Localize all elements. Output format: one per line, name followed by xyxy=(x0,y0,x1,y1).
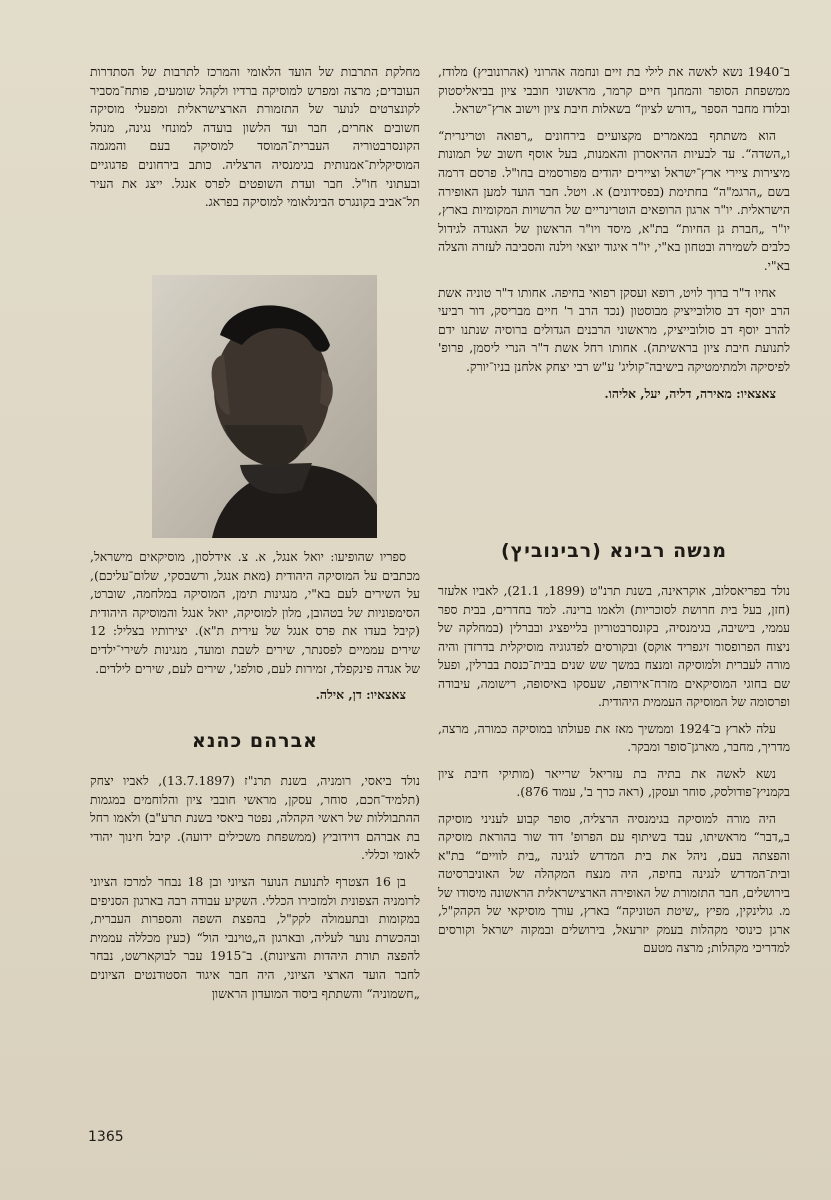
rabina-entry-body xyxy=(438,582,790,966)
paragraph: ספריו שהופיעו: יואל אנגל, א. צ. אידלסון, מוסיקאים מישראל, מכתבים על המוסיקה היהודית (מאת אנגל, ורשבסקי, שלום־עליכם), על השירים לעם בא"י, מנגינות תימן, המוסיקה במלחמה, שוברט, הסימפוניות של בטהובן, מלון למוסיקה, יואל אנגל והמוסיקה היהודית (קיבל בעדו את פרס אנגל של עירית ת"א). יצירותיו בצליל: 12 שירים עממיים לפסנתר, שירים לשבת ומועד, מנגינות לשירי־ילדים של אגדה פינקפלד, זמירות לעם, סולפג', שירים לעם, שירים לילדים. xyxy=(90,549,420,676)
descendants-line: צאצאיו: דן, אילה. xyxy=(315,687,406,703)
right-column-levit-continuation xyxy=(438,63,790,411)
paragraph: מחלקת התרבות של הועד הלאומי והמרכז לתרבות של הסתדרות העובדים; מרצה ומפרש למוסיקה ברדיו ולקהל שומעים, פותח־מסביר לקונצרטים לנוער של התזמורת הארצישראלית ומפעלי מוסיקה חשובים אחרים, חבר ועד הלשון בועדה למונחי נגינה, מנהל הקונסרבטוריה העברית־המוסד למוסיקה בעם והמגמה המוסיקלית־אמנותית בגימנסיה הרצליה. כותב בירחונים פדגוגיים ובעתוני חו"ל. חבר ועדת השופטים לפרס אנגל. ייצג את העיר תל־אביב בקונגרס הבינלאומי למוסיקה בפראג. xyxy=(90,64,420,210)
entry-heading-kahana: אברהם כהנא xyxy=(191,730,318,752)
kahana-entry-body xyxy=(90,772,420,1011)
paragraph: נולד בפריאסלוב, אוקראינה, בשנת תרנ"ט (1899, 21.1), לאביו אלעזר (חזן, בעל בית חרושת לסוכריות) ולאמו ברינה. למד בחדרים, בבית ספר עממי, בישיבה, בגימנסיה, בקונסרבטוריון בלייפציג ובברלין (במחלקה של ניצוח הפרופסור זיגפריד אוקס) ובקורסים לפדגוגיה מוסיקלית בדרזדן והיה מורה לעברית ולמוסיקה ומנצח במשך שש שנים בבית־כנסת בברלין, ופעל שם בחוגי המוסיקאים מזרח־אירופה, שעסקו באיסופה, רישומה, עיבודה ופרסומה של המוסיקה העממית היהודית. xyxy=(438,584,790,709)
paragraph: ב־1940 נשא לאשה את לילי בת זיים ונחמה אהרוני (אהרונוביץ) מלודז, ממשפחת הסופר והמחנך חיים קרמר, מראשוני חובבי ציון בביאליסטוק ובלודז מחבר הספר „דורש לציון“ בשאלות חיבת ציון וישוב ארץ־ישראל. xyxy=(438,64,790,117)
paragraph: הוא משתתף במאמרים מקצועיים בירחונים „רפואה וטרינרית“ ו„השדה“. עד לבעיות ההיאסרון והאמנות, בעל אוסף חשוב של תמונות מיצירות ציירי ארץ־ישראל וציירים יהודים מפורסמים בחו"ל. פרסם דרמה בשם „הרגמ"ה“ בחתימת (בפסידונים) א. ויטל. חבר הועד למען האופירה הישראלית. יו"ר ארגון הרופאים הוטרינריים של הרשויות המקומיות בארץ, יו"ר „חברת גן החיות“ בת"א, מיסד ויו"ר הראשון של האגודה לגידול כלבים לשמירה ובטחון בא"י, יו"ר איגוד יוצאי וילנה והסביבה לעזרה והצלה בא"י. xyxy=(438,127,790,273)
paragraph: היה מורה למוסיקה בגימנסיה הרצליה, סופר קבוע לעניני מוסיקה ב„דבר“ מראשיתו, עבד בשיתוף עם הפרופ' דוד שור בהוראת מוסיקה והפצתה בעם, ניהל את בית המדרש לנגינה „בית לוויים“ בת"א ובית־המדרש לנגינה בחיפה, היה מנצח המקהלה של האוניברסיטה בירושלים, חבר התזמורת של האופירה הארצישראלית הראשונה מיסודו של מ. גולינקין, מפיץ „שיטת הטוניקה“ בארץ, עורך מוסיקאי של הקהק"ל, ארגן כינוסי מקהלות בעמק יזרעאל, בירושלים ובמקוה ישראל וקורסים למדריכי מקהלות; מרצה מטעם xyxy=(438,811,790,955)
left-column-rabina-continuation xyxy=(90,63,420,220)
entry-heading-rabina: מנשה רבינא (רבינוביץ) xyxy=(501,540,727,562)
paragraph: עלה לארץ ב־1924 וממשיך מאז את פעולתו במוסיקה כמורה, מרצה, מדריך, מחבר, מארגן־סופר ומבקר. xyxy=(438,721,790,754)
paragraph: נולד ביאסי, רומניה, בשנת תרנ"ז (13.7.1897), לאביו יצחק (תלמיד־חכם, סוחר, עסקן, מראשי חובבי ציון והלוחמים במגמות ההתבוללות של ראשי הקהלה, נפטר ביאסי בשנת תרע"ב) ולאמו רחל בת אברהם דוידוביץ (ממשפחת משכילים ידועה). קיבל חינוך יהודי לאומי וכללי. xyxy=(90,773,420,863)
descendants-line: צאצאיו: מאירה, דליה, יעל, אליהו. xyxy=(604,385,776,401)
paragraph: נשא לאשה את בתיה בת עזריאל שרייאר (מותיקי חיבת ציון בקמניץ־פודולסק, סוחר ועסקן, (ראה כרך ב', עמוד 876). xyxy=(438,766,790,799)
paragraph: אחיו ד"ר ברוך לויט, רופא ועסקן רפואי בחיפה. אחותו ד"ר טוניה אשת הרב יוסף דב סולובייציק מבוסטון (נכד הרב ר' חיים מבריסק, דור רביעי להרב יוסף דב סולובייציק, מראשוני הרבנים הגדולים ברוסיה שנתנו ידם לתנועת חיבת ציון בראשיתה). אחותו רחל אשת ד"ר הנרי ליסמן, פרופ' לפיסיקה ולמתימטיקה בישיבה־קוליג' ע"ש רבי יצחק אלחנן בניו־יורק. xyxy=(438,284,790,374)
paragraph: בן 16 הצטרף לתנועת הנוער הציוני ובן 18 נבחר למרכז הציוני לרומניה הצפונית ולמזכירו הכללי. השקיע עבודה רבה בארגון הסניפים במקומות ובתעמולה לקק"ל, בהפצת השפה והספרות העברית, ובהכשרת נוער לעליה, ובארגון ה„טוינבי הול“ (כעין מכללה עממית להפצה תורת היהדות והציונות). ב־1915 עבר לבוקארשט, נבחר לחבר הועד הארצי הציוני, היה חבר איגוד הסטודנטים הציונים „חשמוניה“ והשתתף ביסוד המועדון הראשון xyxy=(90,873,420,1001)
page-number: 1365 xyxy=(88,1129,124,1145)
portrait-photo xyxy=(152,275,377,538)
rabina-books-block xyxy=(90,548,420,713)
